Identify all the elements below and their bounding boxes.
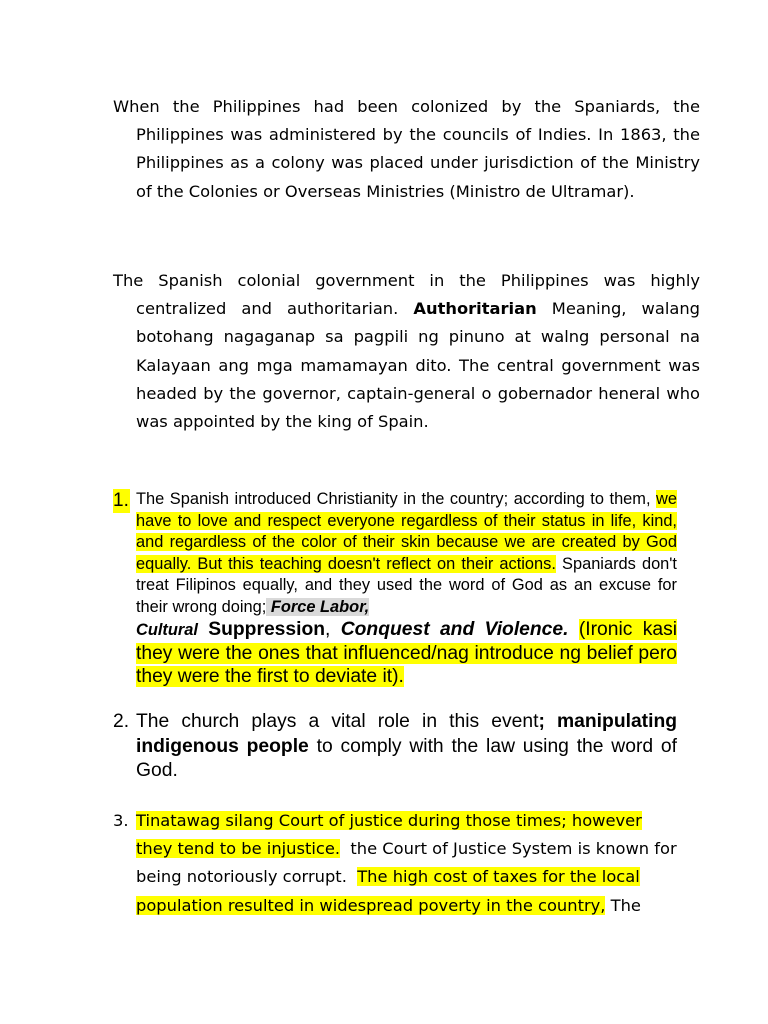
item2-text-a: The church plays a vital role in this event — [136, 711, 539, 732]
authoritarian-term: Authoritarian — [413, 299, 537, 319]
item1-text-b: Spaniards don't treat Filipinos equally, and they used the word of God as an excuse for their wrong doing; — [136, 554, 677, 616]
item1-comma: , — [325, 619, 341, 640]
item3-highlight-a: Tinatawag silang Court of justice during those times; however they tend to be injustice. — [136, 811, 642, 859]
list-item-1-body — [136, 489, 677, 689]
item1-space — [569, 619, 579, 640]
item1-suppression: Suppression — [197, 619, 326, 640]
item3-highlight-b: The high cost of taxes for the local population resulted in widespread poverty in the country, — [136, 867, 640, 915]
list-number-2: 2. — [113, 711, 130, 732]
item1-conquest: Conquest and Violence. — [340, 619, 569, 640]
item2-text-b: to comply with the law using the word of God. — [136, 735, 677, 781]
list-item-1 — [113, 489, 677, 689]
list-item-3 — [113, 807, 682, 920]
paragraph2-text-before: The Spanish colonial government in the Philippines was highly centralized and authoritarian. — [113, 271, 700, 319]
item1-highlight-a: we have to love and respect everyone regardless of their status in life, kind, and regardless of the color of their skin because we are created by God equally. But this teaching doesn't reflect on their actions. — [136, 490, 677, 573]
item1-text-a: The Spanish introduced Christianity in the country; according to them, — [136, 490, 657, 508]
paragraph2-text-after: Meaning, walang botohang nagaganap sa pagpili ng pinuno at walng personal na Kalayaan ang mga mamamayan dito. The central government was headed by the governor, captain-general o gobernador heneral who was appointed by the king of Spain. — [136, 299, 701, 432]
item3-text-b: The — [605, 895, 641, 915]
item1-highlight-b: (Ironic kasi they were the ones that influenced/nag introduce ng belief pero they were the first to deviate it). — [136, 619, 678, 688]
item2-bold: ; manipulating indigenous people — [136, 711, 678, 757]
list-item-2-body — [136, 710, 677, 784]
list-number-3: 3. — [113, 811, 129, 830]
paragraph-colonial-government — [113, 267, 700, 436]
list-number-1: 1. — [113, 490, 129, 511]
list-item-3-body — [136, 807, 682, 920]
item3-text-a: the Court of Justice System is known for being notoriously corrupt. — [136, 839, 682, 887]
item1-force-labor: Force Labor, — [266, 597, 370, 616]
list-item-2 — [113, 710, 677, 784]
paragraph-colonization: When the Philippines had been colonized by the Spaniards, the Philippines was administered by the councils of Indies. In 1863, the Philippines as a colony was placed under jurisdiction of the Ministry of the Colonies or Overseas Ministries (Ministro de Ultramar). — [113, 97, 700, 201]
item1-cultural: Cultural — [136, 621, 198, 639]
